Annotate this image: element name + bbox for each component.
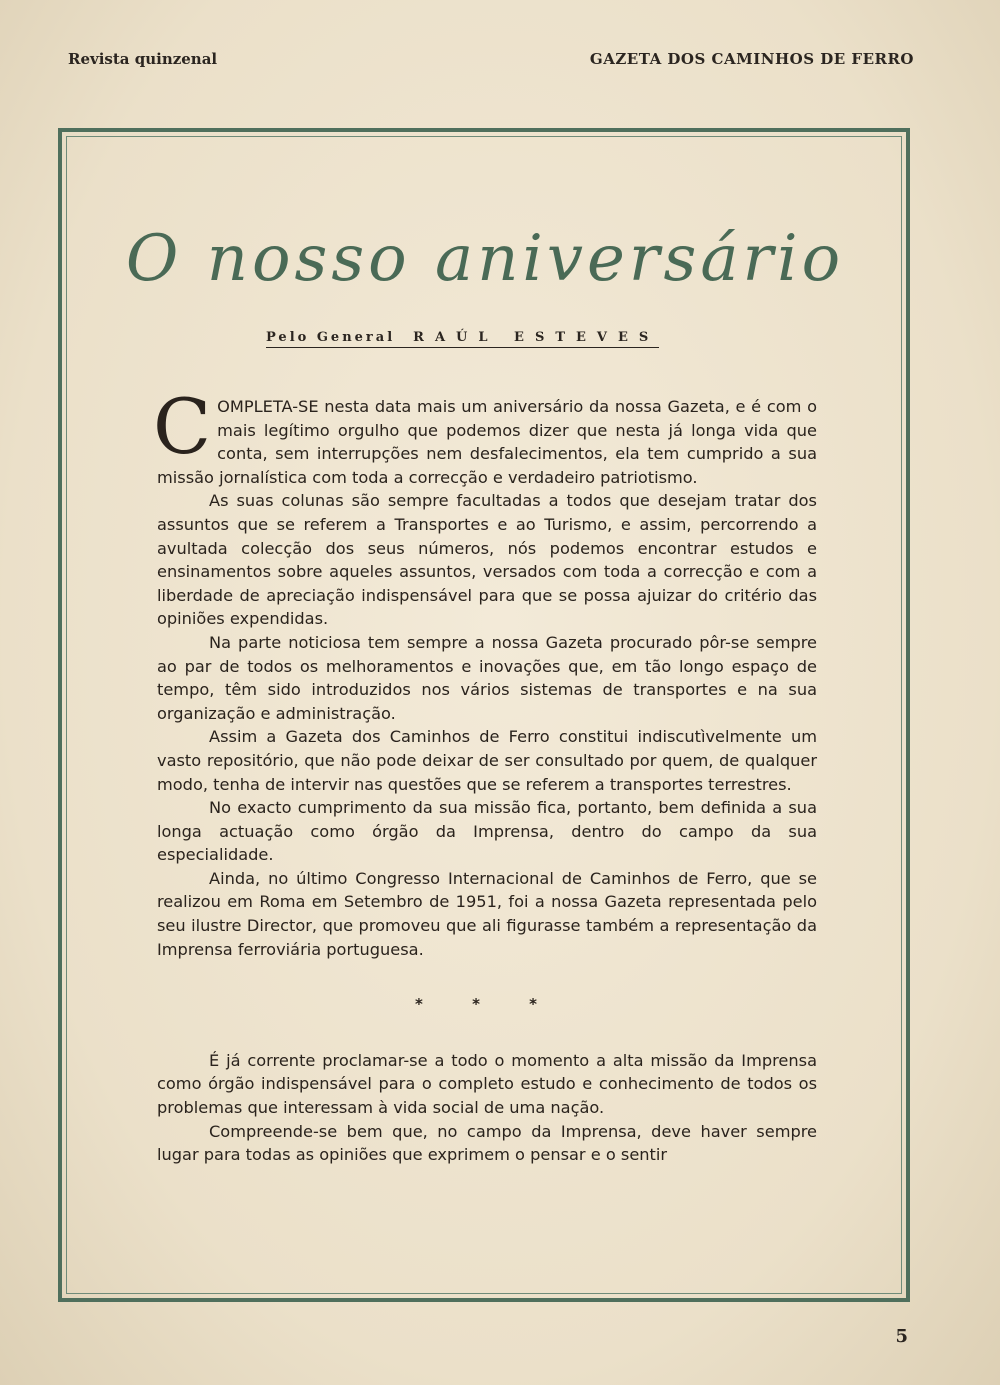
paragraph-2: As suas colunas são sempre facultadas a todos que desejam tratar dos assuntos que se referem a Transportes e ao Turismo, e assim, percorrendo a avultada colecção dos seus números, nós podemos encontrar estudos e ensinamentos sobre aqueles assuntos, versados com toda a correcção e com a liberdade de apreciação indispensável para que se possa ajuizar do critério das opiniões expendidas. [157, 491, 817, 629]
page-number: 5 [895, 1326, 908, 1347]
paragraph-3: Na parte noticiosa tem sempre a nossa Gazeta procurado pôr-se sempre ao par de todos os melhoramentos e inovações que, em tão longo espaço de tempo, têm sido introduzidos nos vários sistemas de transportes e na sua organização e administração. [157, 632, 817, 723]
article-body [153, 382, 817, 1167]
paragraph-4: Assim a Gazeta dos Caminhos de Ferro constitui indiscutìvelmente um vasto repositório, que não pode deixar de ser consultado por quem, de qualquer modo, tenha de intervir nas questões que se referem a transportes terrestres. [157, 727, 817, 794]
paragraph-1 [153, 382, 817, 489]
drop-cap: C [153, 382, 212, 471]
paragraph-5: No exacto cumprimento da sua missão fica, portanto, bem definida a sua longa actuação como órgão da Imprensa, dentro do campo da sua especialidade. [157, 798, 817, 865]
paragraph-6: Ainda, no último Congresso Internacional de Caminhos de Ferro, que se realizou em Roma em Setembro de 1951, foi a nossa Gazeta representada pelo seu ilustre Director, que promoveu que ali figurasse também a representação da Imprensa ferroviária portuguesa. [157, 868, 817, 959]
paragraph-8: Compreende-se bem que, no campo da Imprensa, deve haver sempre lugar para todas as opiniões que exprimem o pensar e o sentir [157, 1121, 817, 1165]
byline-prefix: Pelo General [266, 330, 396, 345]
byline-author: RAÚL ESTEVES [413, 330, 660, 345]
paragraph-1-text: OMPLETA-SE nesta data mais um aniversário da nossa Gazeta, e é com o mais legítimo orgulho que podemos dizer que nesta já longa vida que conta, sem interrupções nem desfalecimentos, ela tem cumprido a sua missão jornalística com toda a correcção e verdadeiro patriotismo. [157, 397, 817, 487]
header-periodicity: Revista quinzenal [68, 50, 218, 68]
article-byline [266, 330, 659, 348]
article-title: O nosso aniversário [125, 222, 845, 296]
section-separator: * * * [415, 995, 559, 1014]
header-journal-title: GAZETA DOS CAMINHOS DE FERRO [589, 50, 914, 68]
paragraph-7: É já corrente proclamar-se a todo o momento a alta missão da Imprensa como órgão indispensável para o completo estudo e conhecimento de todos os problemas que interessam à vida social de uma nação. [157, 1050, 817, 1118]
